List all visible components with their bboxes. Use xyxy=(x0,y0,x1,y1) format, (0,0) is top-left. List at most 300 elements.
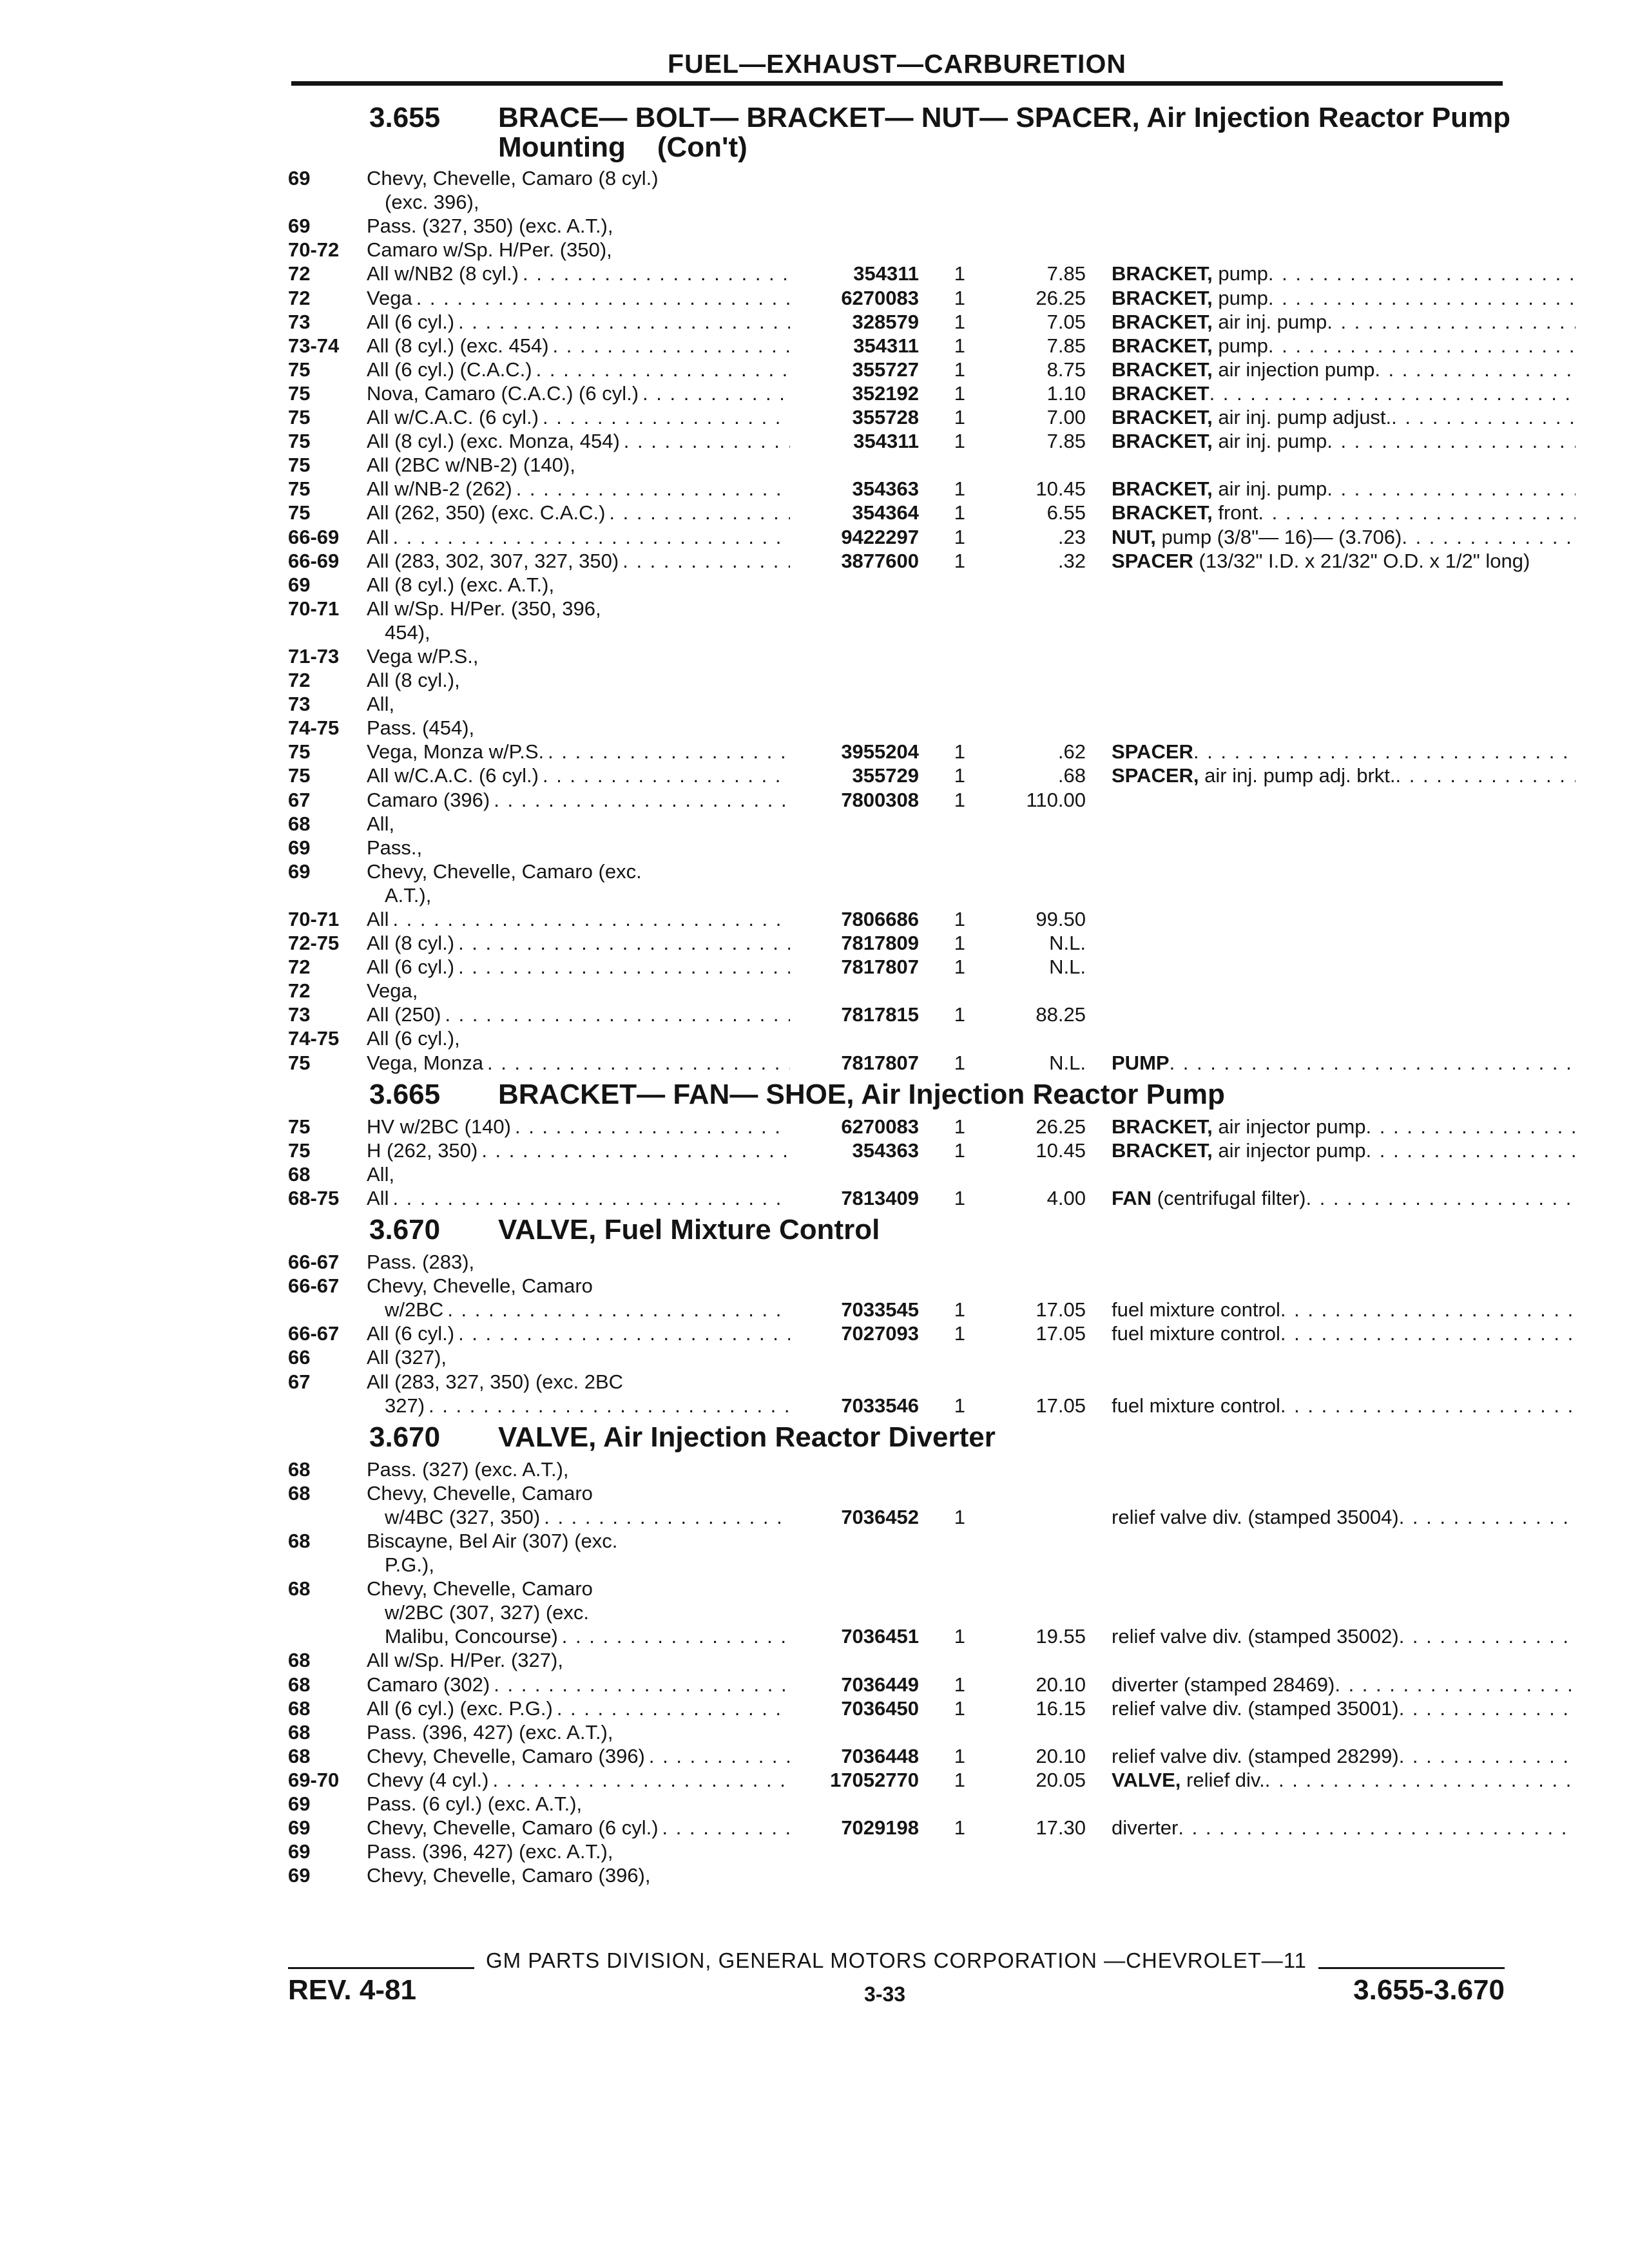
part-description xyxy=(1112,1696,1576,1720)
model-year: 68-75 xyxy=(288,1186,340,1209)
description-keyword: BRACKET, xyxy=(1112,310,1213,333)
model-year: 69-70 xyxy=(288,1768,340,1791)
parts-row xyxy=(288,668,1512,692)
application-text: All (8 cyl.) (exc. Monza, 454) xyxy=(367,430,624,452)
application xyxy=(367,1577,790,1600)
parts-row xyxy=(288,740,1512,764)
part-number: 7806686 xyxy=(841,908,919,930)
part-number: 7036451 xyxy=(841,1625,919,1648)
part-number: 7036448 xyxy=(841,1744,919,1767)
model-year: 72 xyxy=(288,262,311,285)
application xyxy=(367,1673,790,1696)
description-detail: (13/32" I.D. x 21/32" O.D. x 1/2" long) xyxy=(1199,549,1530,572)
application-text: All (8 cyl.) (exc. A.T.), xyxy=(367,573,558,596)
price: .32 xyxy=(1057,549,1086,572)
quantity: 1 xyxy=(954,1696,965,1720)
description-detail: relief valve div. (stamped 35002) xyxy=(1112,1625,1399,1648)
footer-publisher: GM PARTS DIVISION, GENERAL MOTORS CORPORATION —CHEVROLET—11 xyxy=(485,1948,1307,1972)
application xyxy=(367,453,790,477)
application-text: H (262, 350) xyxy=(367,1139,481,1162)
price: 16.15 xyxy=(1036,1696,1086,1720)
price: .68 xyxy=(1057,764,1086,787)
part-description xyxy=(1112,1051,1576,1075)
quantity: 1 xyxy=(954,1139,965,1162)
model-year: 68 xyxy=(288,1481,311,1504)
application xyxy=(367,1026,790,1050)
application-text: All, xyxy=(367,1163,398,1186)
application-text: All (283, 327, 350) (exc. 2BC xyxy=(367,1370,627,1393)
part-description xyxy=(1112,740,1576,764)
parts-row xyxy=(288,812,1512,836)
description-text xyxy=(1112,334,1268,357)
parts-row xyxy=(288,1529,1512,1553)
model-year: 73 xyxy=(288,310,311,333)
part-description xyxy=(1112,358,1576,381)
parts-row xyxy=(288,716,1512,740)
application xyxy=(367,812,790,836)
application-text: All w/C.A.C. (6 cyl.) xyxy=(367,764,543,787)
section-heading xyxy=(369,103,1512,162)
application xyxy=(367,1321,790,1345)
description-text xyxy=(1112,1769,1265,1791)
price: 7.00 xyxy=(1046,406,1086,429)
description-detail: air inj. pump xyxy=(1218,477,1327,501)
parts-row xyxy=(288,1162,1512,1186)
description-keyword: NUT, xyxy=(1112,525,1156,548)
description-text xyxy=(1112,1139,1366,1162)
parts-row xyxy=(288,620,1512,644)
parts-row xyxy=(288,1816,1512,1840)
model-year: 75 xyxy=(288,1051,311,1074)
description-detail: relief valve div. (stamped 35004) xyxy=(1112,1505,1399,1528)
description-text xyxy=(1112,406,1391,428)
application-text: Camaro (396) xyxy=(367,789,494,811)
description-detail: air inj. pump adjust. xyxy=(1218,406,1392,429)
parts-row xyxy=(288,1298,1512,1321)
application xyxy=(367,286,790,310)
application xyxy=(367,1481,790,1505)
part-number: 7033545 xyxy=(841,1298,919,1321)
price: .62 xyxy=(1057,740,1086,764)
model-year: 67 xyxy=(288,788,311,811)
model-year: 68 xyxy=(288,1649,311,1672)
quantity: 1 xyxy=(954,1322,965,1345)
description-text xyxy=(1112,430,1327,452)
quantity: 1 xyxy=(954,908,965,930)
quantity: 1 xyxy=(954,430,965,453)
description-keyword: BRACKET, xyxy=(1112,477,1213,501)
application xyxy=(367,1250,790,1274)
application-text: All (262, 350) (exc. C.A.C.) xyxy=(367,501,609,524)
section-range: 3.655-3.670 xyxy=(1353,1974,1505,2006)
application-text: Pass. (396, 427) (exc. A.T.), xyxy=(367,1721,617,1744)
part-description xyxy=(1112,1139,1576,1162)
application-text: Chevy, Chevelle, Camaro (6 cyl.) xyxy=(367,1816,662,1839)
part-number: 354311 xyxy=(853,334,919,357)
parts-catalog-content xyxy=(288,97,1530,1887)
model-year: 66-67 xyxy=(288,1274,340,1298)
part-description xyxy=(1112,1673,1576,1696)
page-header: FUEL—EXHAUST—CARBURETION xyxy=(291,46,1503,86)
part-number: 7027093 xyxy=(841,1322,919,1345)
description-text xyxy=(1112,1322,1280,1345)
part-number: 7800308 xyxy=(841,788,919,811)
description-detail: pump (3/8"— 16)— (3.706) xyxy=(1161,525,1402,548)
application xyxy=(367,644,790,668)
description-text xyxy=(1112,1816,1178,1839)
application-text: A.T.), xyxy=(385,884,435,907)
model-year: 75 xyxy=(288,740,311,764)
quantity: 1 xyxy=(954,477,965,501)
parts-row xyxy=(288,955,1512,979)
part-description xyxy=(1112,1768,1576,1792)
quantity: 1 xyxy=(954,1051,965,1074)
application xyxy=(367,955,790,979)
application xyxy=(367,764,790,787)
application xyxy=(367,907,790,931)
parts-row xyxy=(288,573,1512,597)
application xyxy=(367,860,790,883)
quantity: 1 xyxy=(954,932,965,955)
application xyxy=(367,716,790,740)
model-year: 74-75 xyxy=(288,716,340,740)
model-year: 66-67 xyxy=(288,1251,340,1274)
part-description xyxy=(1112,1186,1576,1210)
part-number: 354364 xyxy=(852,501,919,524)
part-description xyxy=(1112,286,1576,310)
model-year: 69 xyxy=(288,215,311,238)
description-text xyxy=(1112,526,1402,548)
footer-rule-right xyxy=(1318,1953,1505,1969)
part-number: 7817807 xyxy=(841,956,919,979)
application-text: 327) xyxy=(385,1394,429,1417)
description-keyword: BRACKET, xyxy=(1112,358,1213,381)
parts-row xyxy=(288,381,1512,405)
model-year: 71-73 xyxy=(288,644,340,668)
model-year: 66-69 xyxy=(288,525,340,548)
application xyxy=(367,668,790,692)
section-heading xyxy=(369,1423,1512,1452)
application-text: Chevy, Chevelle, Camaro (exc. xyxy=(367,860,646,883)
parts-row xyxy=(288,1577,1512,1600)
section-title: BRACE— BOLT— BRACKET— NUT— SPACER, Air Injection Reactor Pump Mounting (Con't) xyxy=(498,102,1511,163)
model-year: 69 xyxy=(288,836,311,859)
part-number: 355729 xyxy=(852,764,919,787)
application-text: All (283, 302, 307, 327, 350) xyxy=(367,550,622,572)
part-number: 9422297 xyxy=(841,525,919,548)
application-text: Pass. (396, 427) (exc. A.T.), xyxy=(367,1840,617,1863)
description-keyword: BRACKET, xyxy=(1112,501,1213,524)
application xyxy=(367,1162,790,1186)
price: 17.05 xyxy=(1036,1322,1086,1345)
quantity: 1 xyxy=(954,549,965,572)
model-year: 68 xyxy=(288,1529,311,1552)
section-number: 3.665 xyxy=(369,1078,441,1110)
application xyxy=(367,429,790,453)
parts-row xyxy=(288,429,1512,453)
quantity: 1 xyxy=(954,1625,965,1648)
application-text: Pass. (327) (exc. A.T.), xyxy=(367,1458,573,1481)
application xyxy=(367,405,790,429)
model-year: 72 xyxy=(288,286,311,309)
description-text xyxy=(1112,1506,1399,1528)
model-year: 66-67 xyxy=(288,1322,340,1345)
model-year: 69 xyxy=(288,573,311,596)
description-keyword: SPACER xyxy=(1112,740,1193,764)
description-detail: fuel mixture control xyxy=(1112,1322,1280,1345)
price: N.L. xyxy=(1049,1051,1086,1074)
application xyxy=(367,1051,790,1075)
part-number: 7033546 xyxy=(841,1394,919,1417)
price: 8.75 xyxy=(1046,358,1086,381)
application-text: Malibu, Concourse) xyxy=(385,1625,562,1648)
application-text: Pass. (6 cyl.) (exc. A.T.), xyxy=(367,1792,586,1815)
footer-bottom xyxy=(288,1974,1505,2006)
application xyxy=(367,1744,790,1768)
application-text: All w/NB-2 (262) xyxy=(367,477,516,500)
parts-row xyxy=(288,1481,1512,1505)
model-year: 75 xyxy=(288,358,311,381)
parts-row xyxy=(288,644,1512,668)
model-year: 75 xyxy=(288,430,311,453)
description-keyword: FAN xyxy=(1112,1186,1152,1209)
price: 7.05 xyxy=(1046,310,1086,333)
parts-row xyxy=(288,358,1512,381)
application-text: All w/C.A.C. (6 cyl.) xyxy=(367,406,543,428)
model-year: 75 xyxy=(288,1115,311,1138)
application-text: All w/Sp. H/Per. (327), xyxy=(367,1649,567,1671)
parts-row xyxy=(288,1696,1512,1720)
model-year: 68 xyxy=(288,1162,311,1186)
description-text xyxy=(1112,1115,1366,1138)
model-year: 70-72 xyxy=(288,238,340,262)
model-year: 75 xyxy=(288,381,311,405)
part-number: 352192 xyxy=(852,381,919,405)
part-description xyxy=(1112,334,1576,358)
application-text: Pass. (454), xyxy=(367,716,478,739)
application xyxy=(367,836,790,860)
quantity: 1 xyxy=(954,1744,965,1767)
footer-line xyxy=(288,1948,1505,1973)
model-year: 74-75 xyxy=(288,1027,340,1050)
parts-row xyxy=(288,262,1512,285)
application xyxy=(367,1370,790,1394)
footer-rule-left xyxy=(288,1953,474,1969)
model-year: 68 xyxy=(288,812,311,835)
model-year: 72 xyxy=(288,956,311,979)
parts-row xyxy=(288,238,1512,262)
application-text: Chevy, Chevelle, Camaro xyxy=(367,1482,597,1504)
parts-row xyxy=(288,1648,1512,1672)
part-description xyxy=(1112,405,1576,429)
application xyxy=(367,1186,790,1210)
description-keyword: PUMP xyxy=(1112,1051,1170,1074)
quantity: 1 xyxy=(954,1186,965,1209)
part-description xyxy=(1112,1115,1576,1139)
application-text: All (250) xyxy=(367,1003,445,1026)
section-title: BRACKET— FAN— SHOE, Air Injection Reactor Pump xyxy=(498,1078,1225,1110)
part-number: 354311 xyxy=(853,430,919,453)
parts-row xyxy=(288,764,1512,787)
part-number: 7036450 xyxy=(841,1696,919,1720)
parts-row xyxy=(288,1050,1512,1074)
parts-row xyxy=(288,405,1512,429)
application xyxy=(367,238,790,262)
description-detail: front xyxy=(1218,501,1258,524)
application-text: Vega, xyxy=(367,979,421,1002)
quantity: 1 xyxy=(954,1003,965,1026)
application-text: Pass. (327, 350) (exc. A.T.), xyxy=(367,215,617,237)
model-year: 72-75 xyxy=(288,932,340,955)
description-detail: diverter (stamped 28469) xyxy=(1112,1673,1335,1696)
parts-row xyxy=(288,597,1512,620)
description-keyword: BRACKET xyxy=(1112,381,1210,405)
application-text: All w/NB2 (8 cyl.) xyxy=(367,262,523,285)
description-detail: (centrifugal filter) xyxy=(1157,1186,1306,1209)
application xyxy=(367,1115,790,1139)
application xyxy=(367,358,790,381)
application-text: All (6 cyl.) xyxy=(367,956,458,978)
application xyxy=(367,334,790,358)
description-detail: diverter xyxy=(1112,1816,1179,1840)
application xyxy=(367,1345,790,1369)
application-text: w/4BC (327, 350) xyxy=(385,1506,544,1528)
parts-row xyxy=(288,692,1512,716)
parts-row xyxy=(288,166,1512,190)
quantity: 1 xyxy=(954,1505,965,1528)
part-description xyxy=(1112,1394,1576,1418)
description-text xyxy=(1112,1394,1280,1417)
application xyxy=(367,883,790,907)
description-keyword: VALVE, xyxy=(1112,1768,1181,1791)
part-number: 6270083 xyxy=(841,1115,919,1138)
application-text: Chevy, Chevelle, Camaro (8 cyl.) xyxy=(367,167,662,189)
model-year: 72 xyxy=(288,669,311,692)
parts-row xyxy=(288,860,1512,883)
quantity: 1 xyxy=(954,501,965,524)
quantity: 1 xyxy=(954,334,965,357)
parts-row xyxy=(288,1394,1512,1418)
parts-row xyxy=(288,1792,1512,1816)
price: 6.55 xyxy=(1046,501,1086,524)
parts-row xyxy=(288,453,1512,477)
application xyxy=(367,573,790,597)
application-text: All xyxy=(367,526,392,548)
application xyxy=(367,1139,790,1162)
parts-row xyxy=(288,836,1512,860)
quantity: 1 xyxy=(954,740,965,764)
description-keyword: BRACKET, xyxy=(1112,430,1213,453)
price: 10.45 xyxy=(1036,477,1086,501)
model-year: 66-69 xyxy=(288,549,340,572)
part-description xyxy=(1112,1744,1576,1768)
parts-row xyxy=(288,1600,1512,1624)
application-text: 454), xyxy=(385,621,434,644)
application xyxy=(367,1768,790,1792)
quantity: 1 xyxy=(954,381,965,405)
part-number: 355728 xyxy=(852,406,919,429)
application xyxy=(367,1553,790,1577)
model-year: 68 xyxy=(288,1720,311,1744)
description-keyword: SPACER, xyxy=(1112,764,1199,787)
model-year: 70-71 xyxy=(288,908,340,930)
application xyxy=(367,549,790,573)
model-year: 75 xyxy=(288,1139,311,1162)
model-year: 75 xyxy=(288,454,311,477)
parts-row xyxy=(288,1768,1512,1792)
section-title: VALVE, Fuel Mixture Control xyxy=(498,1213,880,1245)
parts-row xyxy=(288,1672,1512,1696)
part-description xyxy=(1112,1321,1576,1345)
parts-row xyxy=(288,1505,1512,1529)
model-year: 68 xyxy=(288,1577,311,1600)
description-text xyxy=(1112,382,1210,405)
application xyxy=(367,1624,790,1648)
parts-row xyxy=(288,214,1512,238)
page-number: 3-33 xyxy=(864,1983,906,2006)
section-number: 3.670 xyxy=(369,1213,441,1245)
application-text: Chevy, Chevelle, Camaro xyxy=(367,1274,597,1297)
application xyxy=(367,1792,790,1816)
application-text: (exc. 396), xyxy=(385,191,483,213)
application xyxy=(367,1840,790,1863)
description-detail: air inj. pump xyxy=(1218,310,1327,333)
description-keyword: BRACKET, xyxy=(1112,286,1213,309)
part-description xyxy=(1112,1816,1576,1840)
application-text: HV w/2BC (140) xyxy=(367,1115,515,1138)
description-detail: fuel mixture control xyxy=(1112,1298,1280,1321)
description-text xyxy=(1112,358,1374,381)
price: 7.85 xyxy=(1046,430,1086,453)
description-text xyxy=(1112,262,1268,285)
part-number: 7036449 xyxy=(841,1673,919,1696)
model-year: 69 xyxy=(288,167,311,190)
application xyxy=(367,1003,790,1026)
quantity: 1 xyxy=(954,1394,965,1417)
price: 7.85 xyxy=(1046,334,1086,357)
description-detail: air inj. pump xyxy=(1218,430,1327,453)
quantity: 1 xyxy=(954,1115,965,1138)
application-text: Chevy, Chevelle, Camaro (396) xyxy=(367,1745,649,1767)
description-text xyxy=(1112,1625,1399,1648)
part-number: 7036452 xyxy=(841,1505,919,1528)
application xyxy=(367,1863,790,1887)
parts-row xyxy=(288,1457,1512,1481)
application-text: Pass., xyxy=(367,836,426,859)
application xyxy=(367,1505,790,1529)
application xyxy=(367,477,790,501)
description-keyword: SPACER xyxy=(1112,549,1193,572)
application-text: All (2BC w/NB-2) (140), xyxy=(367,454,579,476)
parts-row xyxy=(288,310,1512,334)
part-description xyxy=(1112,429,1576,453)
description-text xyxy=(1112,764,1396,787)
parts-row xyxy=(288,1186,1512,1210)
quantity: 1 xyxy=(954,1768,965,1791)
application xyxy=(367,931,790,955)
model-year: 72 xyxy=(288,979,311,1003)
model-year: 68 xyxy=(288,1457,311,1481)
part-number: 328579 xyxy=(852,310,919,333)
quantity: 1 xyxy=(954,764,965,787)
description-text xyxy=(1112,740,1193,763)
price: 110.00 xyxy=(1026,788,1086,811)
model-year: 75 xyxy=(288,477,311,501)
model-year: 68 xyxy=(288,1744,311,1767)
description-detail: air inj. pump adj. brkt. xyxy=(1204,764,1396,787)
parts-row xyxy=(288,1553,1512,1577)
part-description xyxy=(1112,764,1576,787)
